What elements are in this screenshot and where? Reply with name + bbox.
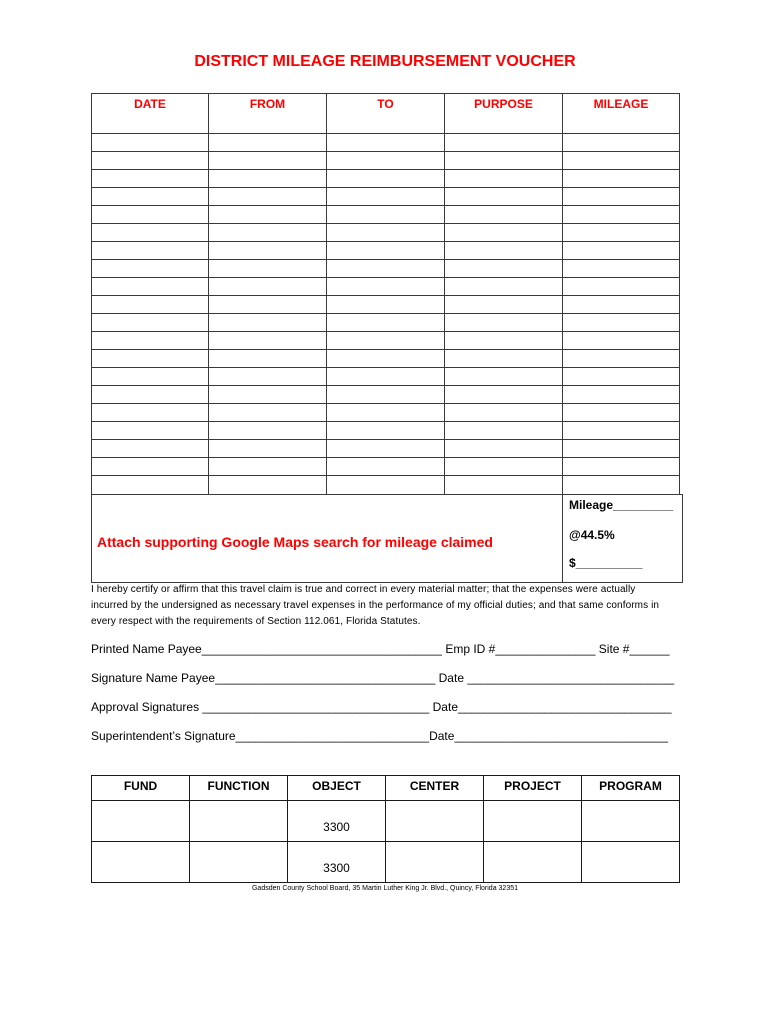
trip-cell-date [92, 476, 209, 494]
printed-name-payee-line: Printed Name Payee____________________________________ Emp ID #_______________ Site #______ [91, 642, 670, 656]
trip-cell-to [327, 440, 445, 457]
trip-cell-to [327, 386, 445, 403]
column-header-to: TO [327, 94, 445, 133]
trip-cell-from [209, 152, 327, 169]
trip-row [92, 314, 679, 332]
trip-row [92, 458, 679, 476]
trip-cell-date [92, 404, 209, 421]
trip-cell-date [92, 422, 209, 439]
trip-cell-from [209, 134, 327, 151]
trip-cell-date [92, 440, 209, 457]
trip-cell-date [92, 152, 209, 169]
trip-cell-to [327, 296, 445, 313]
trip-cell-date [92, 368, 209, 385]
maps-instruction-cell [92, 495, 563, 582]
trip-cell-mileage [563, 188, 679, 205]
trip-cell-purpose [445, 368, 563, 385]
account-cell-fund [92, 801, 190, 841]
mileage-total-cell [563, 495, 682, 582]
account-cell-object: 3300 [288, 801, 386, 841]
account-coding-header [92, 776, 679, 801]
trip-row [92, 350, 679, 368]
certification-line: incurred by the undersigned as necessary travel expenses in the performance of my official duties; and that same conforms in [91, 600, 660, 611]
trip-cell-from [209, 206, 327, 223]
trip-cell-mileage [563, 404, 679, 421]
trip-cell-purpose [445, 458, 563, 475]
trip-cell-date [92, 386, 209, 403]
trip-cell-from [209, 422, 327, 439]
trip-cell-mileage [563, 278, 679, 295]
trip-cell-purpose [445, 386, 563, 403]
account-cell-function [190, 842, 288, 882]
trip-cell-from [209, 278, 327, 295]
trip-cell-from [209, 296, 327, 313]
trip-log-rows [92, 134, 679, 494]
trip-cell-to [327, 476, 445, 494]
superintendent-signature-line: Superintendent’s Signature_____________________________Date________________________________ [91, 729, 669, 743]
trip-cell-from [209, 314, 327, 331]
trip-cell-purpose [445, 476, 563, 494]
trip-row [92, 152, 679, 170]
trip-cell-purpose [445, 296, 563, 313]
column-header-fund: FUND [92, 776, 190, 800]
trip-cell-date [92, 260, 209, 277]
trip-cell-purpose [445, 350, 563, 367]
trip-cell-to [327, 206, 445, 223]
trip-cell-to [327, 170, 445, 187]
trip-cell-purpose [445, 188, 563, 205]
account-row [92, 842, 679, 882]
trip-cell-to [327, 404, 445, 421]
trip-cell-mileage [563, 476, 679, 494]
column-header-function: FUNCTION [190, 776, 288, 800]
column-header-date: DATE [92, 94, 209, 133]
trip-cell-to [327, 314, 445, 331]
trip-cell-to [327, 188, 445, 205]
trip-row [92, 440, 679, 458]
trip-cell-mileage [563, 296, 679, 313]
trip-log-header [92, 94, 679, 134]
trip-cell-from [209, 368, 327, 385]
trip-cell-mileage [563, 422, 679, 439]
trip-cell-date [92, 170, 209, 187]
trip-cell-from [209, 242, 327, 259]
trip-cell-mileage [563, 152, 679, 169]
trip-cell-from [209, 170, 327, 187]
account-row [92, 801, 679, 842]
trip-cell-from [209, 476, 327, 494]
trip-cell-from [209, 332, 327, 349]
trip-cell-to [327, 224, 445, 241]
account-cell-fund [92, 842, 190, 882]
column-header-purpose: PURPOSE [445, 94, 563, 133]
account-cell-project [484, 801, 582, 841]
trip-cell-mileage [563, 224, 679, 241]
trip-cell-date [92, 134, 209, 151]
trip-cell-mileage [563, 368, 679, 385]
column-header-program: PROGRAM [599, 779, 662, 793]
trip-cell-to [327, 242, 445, 259]
mileage-total-line: Mileage_________ [569, 498, 674, 512]
trip-row [92, 332, 679, 350]
trip-cell-purpose [445, 170, 563, 187]
trip-cell-mileage [563, 314, 679, 331]
trip-cell-from [209, 224, 327, 241]
column-header-from: FROM [209, 94, 327, 133]
trip-cell-purpose [445, 206, 563, 223]
account-coding-table [91, 775, 680, 883]
column-header-center: CENTER [386, 776, 484, 800]
trip-cell-to [327, 350, 445, 367]
trip-cell-to [327, 332, 445, 349]
trip-cell-purpose [445, 440, 563, 457]
trip-row [92, 134, 679, 152]
trip-cell-date [92, 242, 209, 259]
trip-cell-mileage [563, 170, 679, 187]
trip-row [92, 296, 679, 314]
certification-statement [91, 582, 691, 630]
trip-cell-from [209, 260, 327, 277]
trip-cell-mileage [563, 242, 679, 259]
trip-row [92, 422, 679, 440]
trip-cell-purpose [445, 422, 563, 439]
column-header-project: PROJECT [484, 776, 582, 800]
trip-cell-purpose [445, 152, 563, 169]
trip-row [92, 170, 679, 188]
trip-cell-mileage [563, 260, 679, 277]
trip-cell-purpose [445, 260, 563, 277]
trip-cell-purpose [445, 404, 563, 421]
trip-cell-from [209, 188, 327, 205]
trip-row [92, 476, 679, 494]
trip-row [92, 278, 679, 296]
trip-row [92, 260, 679, 278]
trip-cell-to [327, 458, 445, 475]
trip-cell-from [209, 404, 327, 421]
account-coding-rows [92, 801, 679, 882]
trip-cell-date [92, 206, 209, 223]
trip-cell-date [92, 278, 209, 295]
trip-cell-date [92, 332, 209, 349]
column-header-mileage: MILEAGE [593, 97, 649, 111]
trip-cell-mileage [563, 458, 679, 475]
trip-cell-from [209, 440, 327, 457]
trip-cell-to [327, 134, 445, 151]
certification-line: I hereby certify or affirm that this travel claim is true and correct in every material matter; that the expenses were actually [91, 584, 636, 595]
trip-cell-date [92, 224, 209, 241]
trip-cell-mileage [563, 386, 679, 403]
trip-log-table [91, 93, 680, 495]
reimbursement-amount-line: $__________ [569, 556, 643, 570]
trip-cell-from [209, 386, 327, 403]
trip-cell-mileage [563, 134, 679, 151]
trip-cell-purpose [445, 314, 563, 331]
trip-cell-to [327, 368, 445, 385]
trip-cell-date [92, 350, 209, 367]
trip-cell-to [327, 422, 445, 439]
account-cell-center [386, 842, 484, 882]
trip-cell-date [92, 458, 209, 475]
trip-cell-from [209, 350, 327, 367]
signature-name-payee-line: Signature Name Payee_________________________________ Date _______________________________ [91, 671, 675, 685]
column-header-object: OBJECT [288, 776, 386, 800]
trip-cell-purpose [445, 134, 563, 151]
trip-cell-mileage [563, 350, 679, 367]
trip-cell-purpose [445, 242, 563, 259]
trip-row [92, 188, 679, 206]
account-cell-center [386, 801, 484, 841]
page-title: DISTRICT MILEAGE REIMBURSEMENT VOUCHER [194, 53, 576, 70]
trip-cell-purpose [445, 332, 563, 349]
trip-cell-date [92, 188, 209, 205]
trip-cell-date [92, 314, 209, 331]
trip-cell-to [327, 152, 445, 169]
trip-row [92, 368, 679, 386]
signature-block [91, 635, 683, 751]
account-cell-object: 3300 [288, 842, 386, 882]
trip-cell-from [209, 458, 327, 475]
mileage-rate: @44.5% [569, 528, 615, 542]
certification-line: every respect with the requirements of Section 112.061, Florida Statutes. [91, 616, 421, 627]
account-cell-project [484, 842, 582, 882]
trip-row [92, 404, 679, 422]
account-cell-program [582, 801, 679, 841]
trip-row [92, 386, 679, 404]
trip-row [92, 242, 679, 260]
mileage-summary-box [91, 494, 683, 583]
trip-cell-purpose [445, 278, 563, 295]
maps-instruction-text: Attach supporting Google Maps search for mileage claimed [97, 534, 493, 550]
trip-cell-date [92, 296, 209, 313]
trip-cell-to [327, 260, 445, 277]
trip-row [92, 206, 679, 224]
trip-row [92, 224, 679, 242]
account-cell-program [582, 842, 679, 882]
trip-cell-mileage [563, 332, 679, 349]
trip-cell-mileage [563, 206, 679, 223]
trip-cell-to [327, 278, 445, 295]
trip-cell-mileage [563, 440, 679, 457]
account-cell-function [190, 801, 288, 841]
footer-address: Gadsden County School Board, 35 Martin Luther King Jr. Blvd., Quincy, Florida 32351 [251, 885, 519, 892]
approval-signatures-line: Approval Signatures __________________________________ Date________________________________ [91, 700, 672, 714]
trip-cell-purpose [445, 224, 563, 241]
